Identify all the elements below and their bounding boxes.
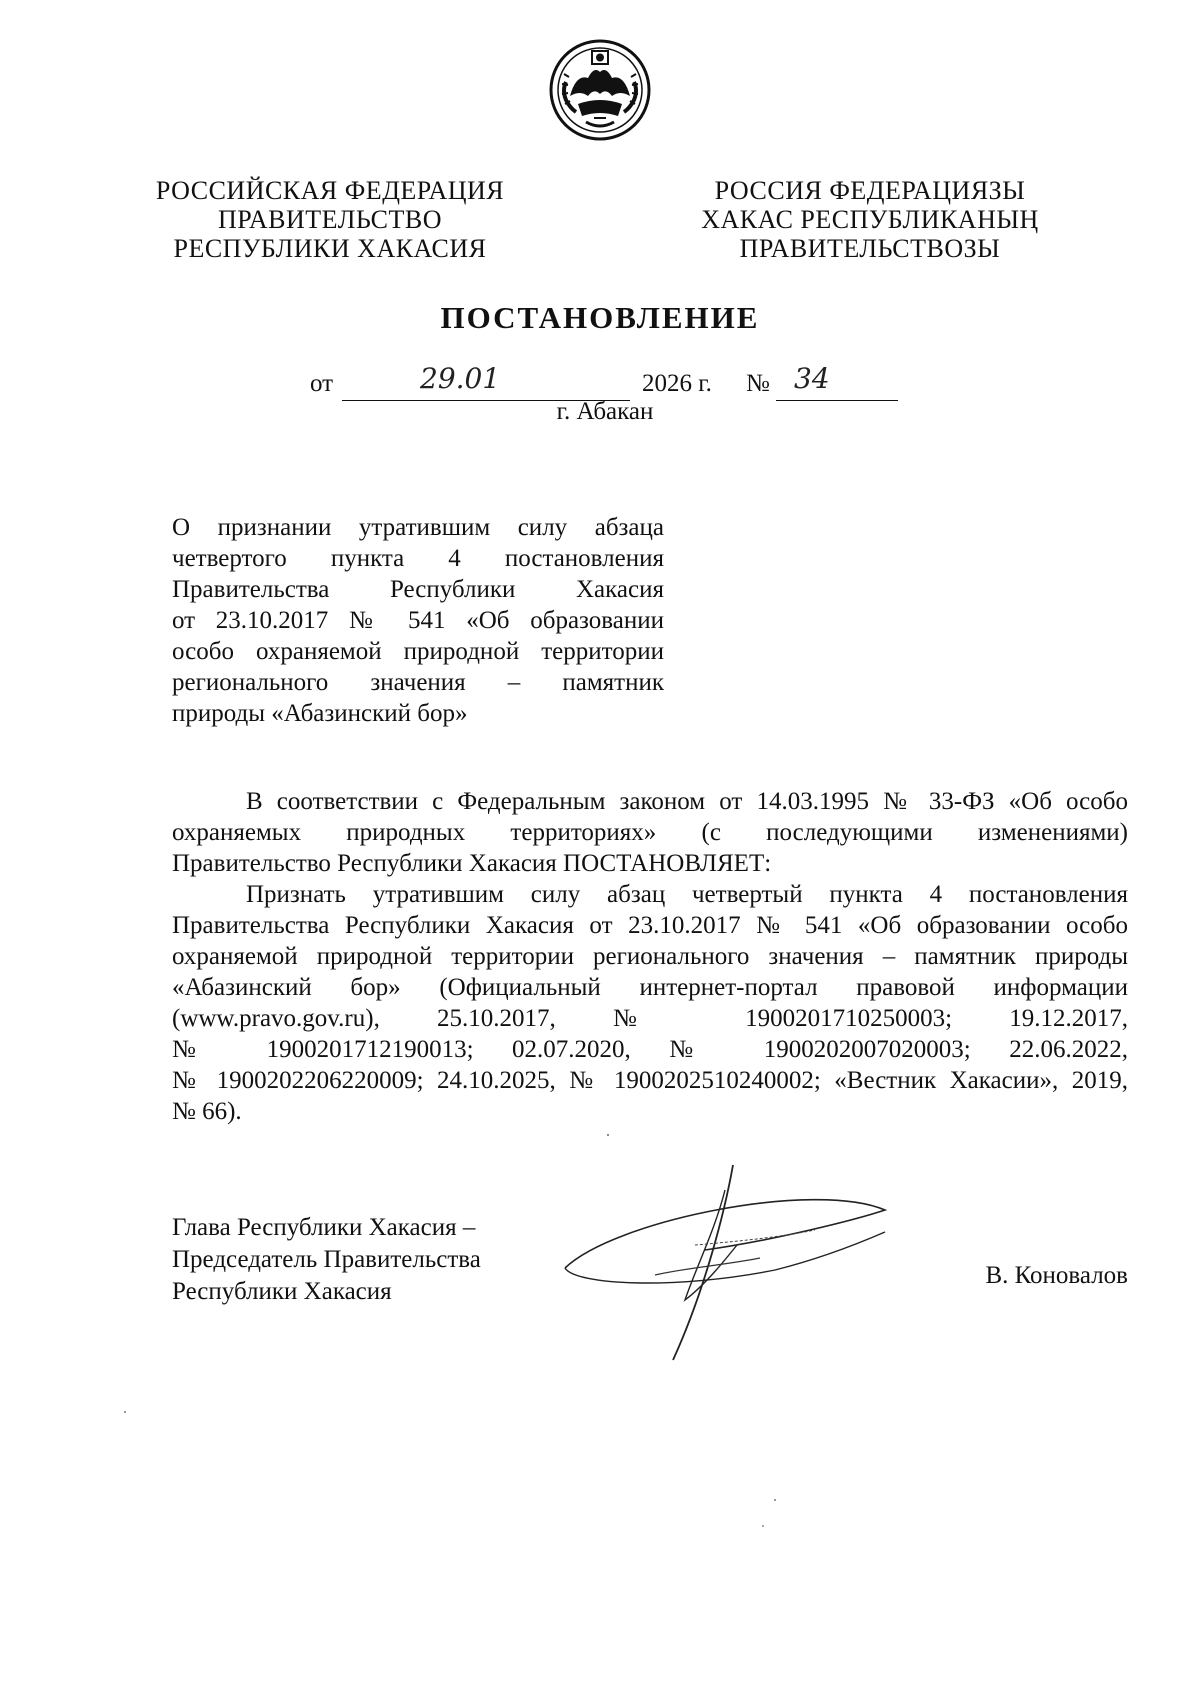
body-line: № 1900201712190013; 02.07.2020, № 1900202007020003; 22.06.2022, (172, 1036, 1128, 1063)
signatory-name: В. Коновалов (985, 1262, 1128, 1289)
subject-block (172, 512, 664, 729)
subject-line: регионального значения – памятник (172, 669, 664, 696)
number-sign: № (746, 370, 770, 397)
document-title: ПОСТАНОВЛЕНИЕ (440, 300, 760, 335)
header-left-line: РЕСПУБЛИКИ ХАКАСИЯ (173, 234, 487, 263)
date-field (342, 362, 630, 401)
header-right (690, 176, 1050, 263)
signatory-title-line: Глава Республики Хакасия – (172, 1214, 476, 1241)
body-line: Правительство Республики Хакасия ПОСТАНОВЛЯЕТ: (172, 850, 772, 877)
date-prefix: от (310, 370, 334, 397)
number-field (776, 362, 898, 401)
handwritten-number: 34 (794, 362, 830, 395)
body-line: № 66). (172, 1098, 242, 1125)
body-line: В соответствии с Федеральным законом от 14.03.1995 № 33-ФЗ «Об особо (246, 788, 1128, 815)
handwritten-date: 29.01 (420, 362, 501, 395)
body-line: охраняемой природной территории регионального значения – памятник природы (172, 943, 1128, 970)
body-line: охраняемых природных территориях» (с последующими изменениями) (172, 819, 1128, 846)
signatory-title-line: Республики Хакасия (172, 1278, 392, 1305)
body-line: (www.pravo.gov.ru), 25.10.2017, № 1900201710250003; 19.12.2017, (172, 1005, 1128, 1032)
handwritten-signature-icon (555, 1150, 915, 1370)
body-line: № 1900202206220009; 24.10.2025, № 1900202510240002; «Вестник Хакасии», 2019, (172, 1067, 1128, 1094)
subject-line: Правительства Республики Хакасия (172, 576, 664, 603)
subject-line: природы «Абазинский бор» (172, 700, 468, 727)
body-line: Признать утратившим силу абзац четвертый пункта 4 постановления (246, 881, 1128, 908)
body-line: Правительства Республики Хакасия от 23.10.2017 № 541 «Об образовании особо (172, 912, 1128, 939)
year-label: 2026 г. (642, 370, 712, 397)
header-left-line: ПРАВИТЕЛЬСТВО (218, 205, 442, 234)
body-block (172, 786, 1128, 1127)
subject-line: О признании утратившим силу абзаца (172, 514, 664, 541)
signatory-title (172, 1212, 532, 1308)
coat-of-arms-icon (548, 38, 652, 142)
subject-line: четвертого пункта 4 постановления (172, 545, 664, 572)
header-right-line: ХАКАС РЕСПУБЛИКАНЫҢ (701, 205, 1039, 234)
subject-line: особо охраняемой природной территории (172, 638, 664, 665)
header-left-line: РОССИЙСКАЯ ФЕДЕРАЦИЯ (155, 176, 505, 205)
body-line: «Абазинский бор» (Официальный интернет-портал правовой информации (172, 974, 1128, 1001)
subject-line: от 23.10.2017 № 541 «Об образовании (172, 607, 664, 634)
signatory-title-line: Председатель Правительства (172, 1246, 481, 1273)
city-name: г. Абакан (556, 398, 654, 425)
header-right-line: ПРАВИТЕЛЬСТВОЗЫ (739, 234, 1001, 263)
city-line (0, 398, 1200, 426)
header-right-line: РОССИЯ ФЕДЕРАЦИЯЗЫ (714, 176, 1026, 205)
header-left (150, 176, 510, 263)
